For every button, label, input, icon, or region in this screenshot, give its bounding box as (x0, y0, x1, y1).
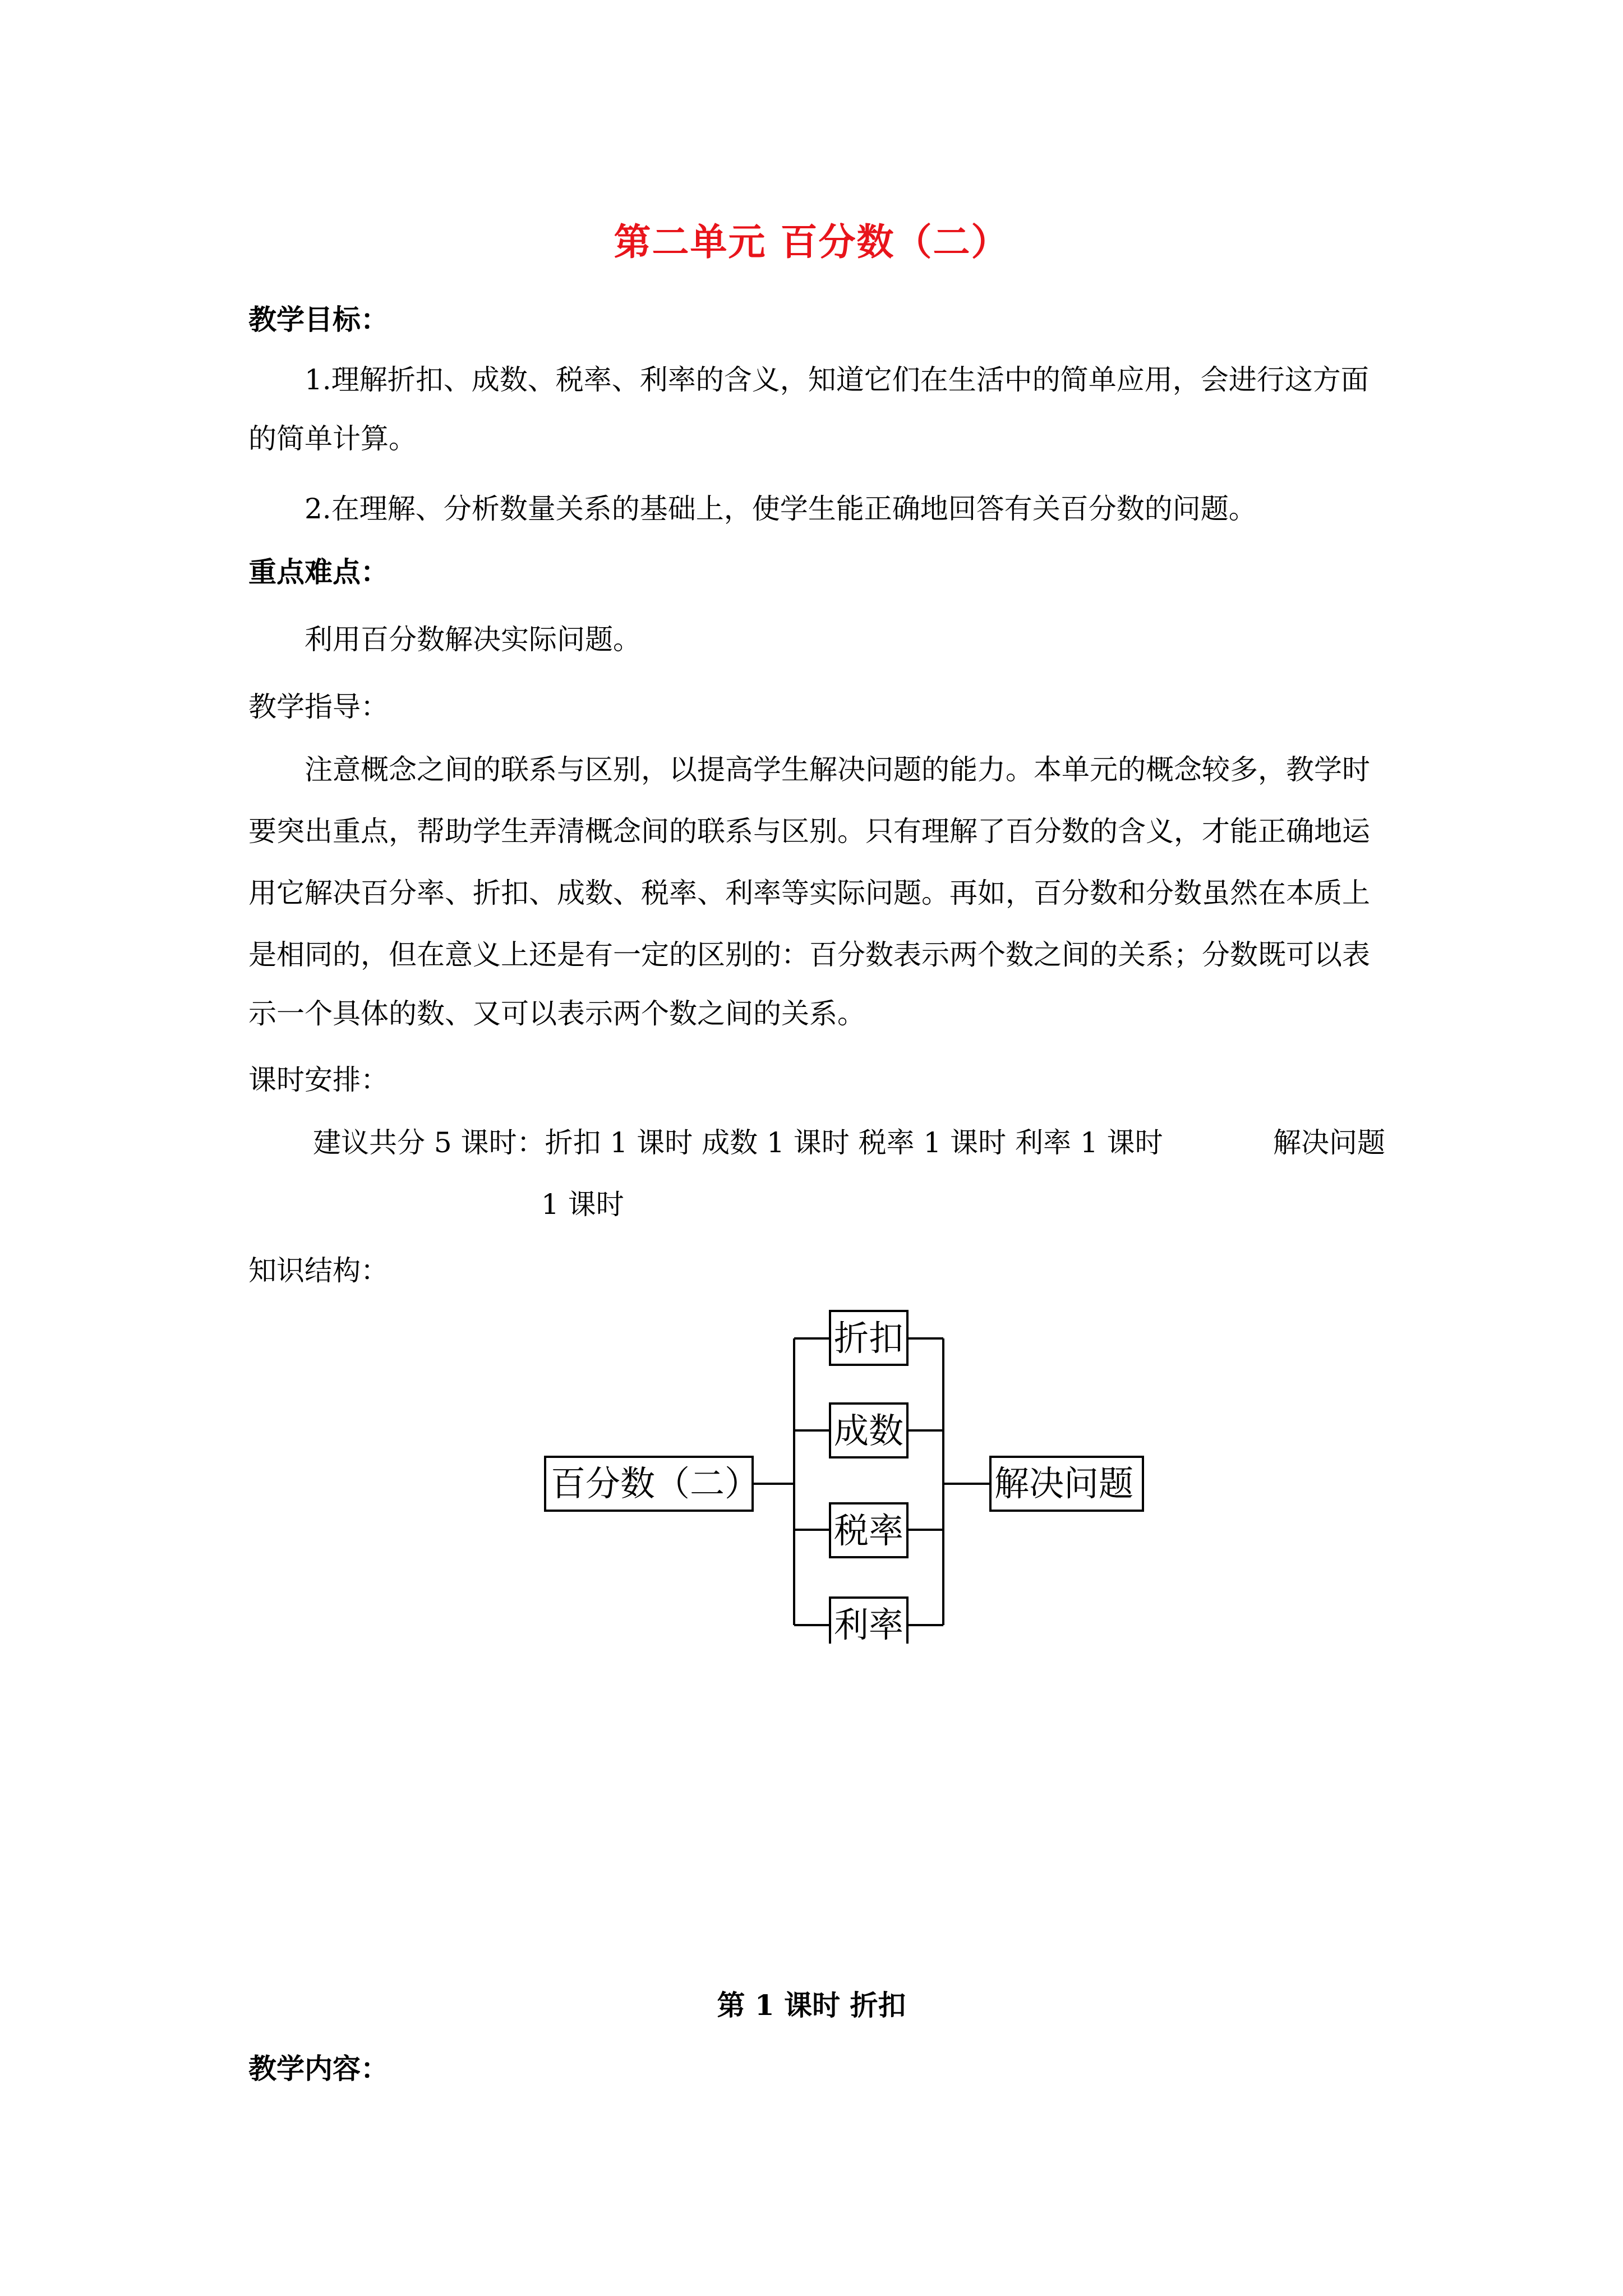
target-label: 解决问题 (994, 1463, 1134, 1504)
guide-line-1: 注意概念之间的联系与区别，以提高学生解决问题的能力。本单元的概念较多，教学时 (305, 753, 1370, 786)
key-text: 利用百分数解决实际问题。 (305, 623, 641, 656)
root-label: 百分数（二） (551, 1463, 760, 1504)
goal-1-line-2: 的简单计算。 (248, 422, 417, 455)
guide-line-3: 用它解决百分率、折扣、成数、税率、利率等实际问题。再如，百分数和分数虽然在本质上 (248, 877, 1370, 909)
key-heading: 重点难点： (248, 555, 389, 588)
branch-2-label: 成数 (834, 1410, 904, 1451)
branch-1-label: 折扣 (834, 1318, 904, 1359)
schedule-line-2: 1 课时 (541, 1188, 624, 1221)
schedule-heading: 课时安排： (248, 1064, 389, 1096)
schedule-line-1-end: 解决问题 (1273, 1126, 1385, 1159)
guide-line-4: 是相同的，但在意义上还是有一定的区别的：百分数表示两个数之间的关系；分数既可以表 (248, 938, 1370, 971)
guide-line-5: 示一个具体的数、又可以表示两个数之间的关系。 (248, 997, 865, 1030)
branch-3-label: 税率 (834, 1510, 904, 1551)
goal-1-line-1: 1.理解折扣、成数、税率、利率的含义，知道它们在生活中的简单应用，会进行这方面 (305, 364, 1369, 396)
goals-heading: 教学目标： (248, 303, 389, 336)
goal-2: 2.在理解、分析数量关系的基础上，使学生能正确地回答有关百分数的问题。 (305, 493, 1257, 525)
branch-4-label: 利率 (834, 1604, 904, 1644)
knowledge-structure-diagram (538, 1307, 1155, 1644)
guide-heading: 教学指导： (248, 691, 389, 723)
page-title: 第二单元 百分数（二） (614, 220, 1009, 264)
content-heading: 教学内容： (248, 2052, 389, 2085)
schedule-line-1: 建议共分 5 课时：折扣 1 课时 成数 1 课时 税率 1 课时 利率 1 课时 (313, 1126, 1163, 1159)
guide-line-2: 要突出重点，帮助学生弄清概念间的联系与区别。只有理解了百分数的含义，才能正确地运 (248, 815, 1370, 848)
lesson-title: 第 1 课时 折扣 (717, 1989, 906, 2022)
structure-heading: 知识结构： (248, 1254, 389, 1287)
